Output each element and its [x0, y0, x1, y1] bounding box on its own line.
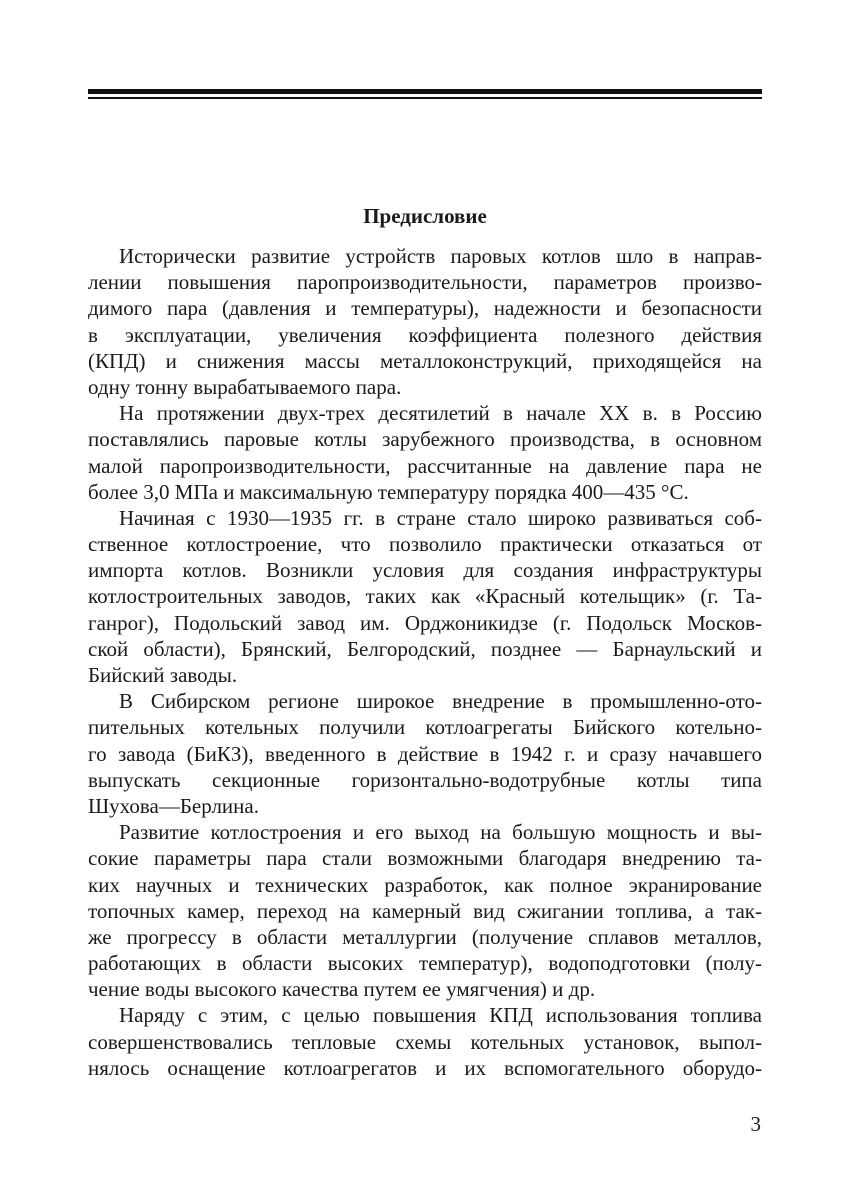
text-line: димого пара (давления и температуры), надежности и безопасности [88, 296, 762, 321]
text-line: нялось оснащение котлоагрегатов и их вспомогательного оборудо- [88, 1055, 762, 1080]
body-text [88, 243, 762, 1081]
text-line: котлостроительных заводов, таких как «Красный котельщик» (г. Та- [88, 584, 762, 609]
text-line: же прогрессу в области металлургии (получение сплавов металлов, [88, 924, 762, 949]
text-line: сокие параметры пара стали возможными благодаря внедрению та- [88, 846, 762, 871]
text-line: Наряду с этим, с целью повышения КПД использования топлива [119, 1003, 762, 1028]
text-line: В Сибирском регионе широкое внедрение в промышленно-ото- [119, 689, 762, 714]
paragraph [88, 688, 762, 819]
text-line: ганрог), Подольский завод им. Орджоникидзе (г. Подольск Москов- [88, 610, 762, 635]
page-title: Предисловие [363, 204, 487, 228]
paragraph [88, 400, 762, 505]
paragraph [88, 1002, 762, 1081]
header-rule-thick [88, 89, 762, 94]
text-line: выпускать секционные горизонтально-водотрубные котлы типа [88, 767, 762, 792]
text-line: ской области), Брянский, Белгородский, позднее — Барнаульский и [88, 636, 762, 661]
text-line: На протяжении двух-трех десятилетий в начале XX в. в Россию [119, 401, 762, 426]
text-line: ких научных и технических разработок, как полное экранирование [88, 872, 762, 897]
text-line: поставлялись паровые котлы зарубежного производства, в основном [88, 427, 762, 452]
text-line: малой паропроизводительности, рассчитанные на давление пара не [88, 453, 762, 478]
text-line: работающих в области высоких температур), водоподготовки (полу- [88, 951, 762, 976]
text-line: го завода (БиКЗ), введенного в действие в 1942 г. и сразу начавшего [88, 741, 762, 766]
text-line: пительных котельных получили котлоагрегаты Бийского котельно- [88, 715, 762, 740]
text-line: Шухова—Берлина. [88, 793, 259, 818]
text-line: более 3,0 МПа и максимальную температуру порядка 400—435 °С. [88, 479, 689, 504]
text-line: одну тонну вырабатываемого пара. [88, 374, 402, 399]
page-number: 3 [750, 1112, 761, 1136]
paragraph [88, 819, 762, 1002]
text-line: совершенствовались тепловые схемы котельных установок, выпол- [88, 1029, 762, 1054]
text-line: в эксплуатации, увеличения коэффициента полезного действия [88, 322, 762, 347]
text-line: Исторически развитие устройств паровых котлов шло в направ- [119, 244, 762, 268]
text-line: (КПД) и снижения массы металлоконструкций, приходящейся на [88, 348, 762, 373]
text-line: импорта котлов. Возникли условия для создания инфраструктуры [88, 558, 762, 583]
text-line: Бийский заводы. [88, 663, 238, 687]
text-line: топочных камер, переход на камерный вид сжигании топлива, а так- [88, 898, 762, 923]
text-line: чение воды высокого качества путем ее умягчения) и др. [88, 977, 596, 1002]
text-line: ственное котлостроение, что позволило практически отказаться от [88, 532, 762, 557]
paragraph [88, 243, 762, 400]
text-line: лении повышения паропроизводительности, параметров произво- [88, 270, 762, 295]
paragraph [88, 505, 762, 688]
header-rule-thin [88, 97, 762, 99]
text-line: Начиная с 1930—1935 гг. в стране стало широко развиваться соб- [119, 505, 762, 530]
text-line: Развитие котлостроения и его выход на большую мощность и вы- [119, 820, 762, 845]
